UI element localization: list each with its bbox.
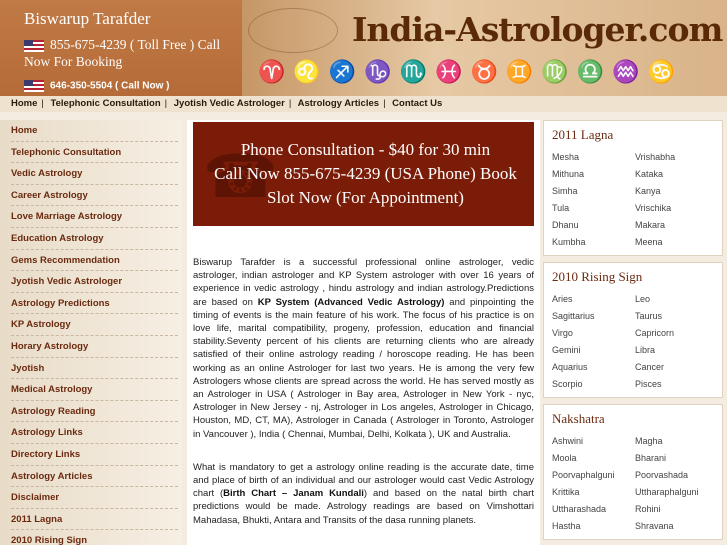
nav-separator: | (164, 98, 168, 109)
list-item[interactable]: Simha (552, 186, 578, 196)
list-item[interactable]: Ashwini (552, 436, 584, 446)
topnav-astrology-articles[interactable]: Astrology Articles (297, 98, 380, 109)
tollfree-phone[interactable] (24, 36, 234, 70)
rising-sign-title: 2010 Rising Sign (552, 269, 643, 284)
list-item[interactable]: Dhanu (552, 220, 579, 230)
list-item[interactable]: Taurus (635, 311, 663, 321)
lagna-title: 2011 Lagna (552, 127, 614, 142)
list-item[interactable]: Moola (552, 453, 577, 463)
contact-panel (0, 0, 242, 96)
nav-separator: | (41, 98, 44, 109)
sidebar-item-jyotish-vedic-astrologer[interactable]: Jyotish Vedic Astrologer (11, 271, 178, 293)
list-item[interactable]: Shravana (635, 521, 674, 531)
kp-system-bold: KP System (Advanced Vedic Astrology) (257, 296, 445, 308)
list-item[interactable]: Tula (552, 203, 570, 213)
list-item[interactable]: Vrishabha (635, 152, 676, 162)
banner-line-3: Slot Now (For Appointment) (267, 188, 464, 207)
capricorn-icon: ♑ (364, 59, 392, 84)
site-logo[interactable]: India-Astrologer.com (352, 10, 723, 49)
scorpio-icon: ♏ (399, 59, 428, 84)
list-item[interactable]: Libra (635, 345, 656, 355)
sidebar-item-horary-astrology[interactable]: Horary Astrology (11, 336, 178, 358)
rising-sign-list (552, 291, 714, 393)
sidebar-item-kp-astrology[interactable]: KP Astrology (11, 314, 178, 336)
astrology-wheel-icon (248, 8, 338, 53)
libra-icon: ♎ (576, 59, 605, 84)
aries-icon: ♈ (258, 59, 286, 84)
list-item[interactable]: Krittika (552, 487, 580, 497)
phone-consultation-banner[interactable] (193, 122, 534, 226)
list-item[interactable]: Aquarius (552, 362, 588, 372)
list-item[interactable]: Uttharaphalguni (635, 487, 699, 497)
nakshatra-title: Nakshatra (552, 411, 605, 426)
list-item[interactable]: Uttharashada (552, 504, 607, 514)
sidebar-item-vedic-astrology[interactable]: Vedic Astrology (11, 163, 178, 185)
sidebar-item-gems-recommendation[interactable]: Gems Recommendation (11, 250, 178, 272)
topnav-home[interactable]: Home (11, 98, 38, 109)
list-item[interactable]: Poorvaphalguni (552, 470, 615, 480)
sidebar-item-astrology-articles[interactable]: Astrology Articles (11, 466, 178, 488)
header (0, 0, 727, 112)
list-item[interactable]: Mesha (552, 152, 580, 162)
list-item[interactable]: Bharani (635, 453, 667, 463)
birth-chart-bold: Birth Chart – Janam Kundali (223, 488, 364, 500)
us-flag-icon (24, 40, 44, 52)
lagna-list (552, 149, 714, 251)
requirements-text-b: ) and based on the natal birth chart predictions would be made. Astrology readings are based on Vimshottari Mahadasa, Bhukti, Antara and Transits of the dasa running planets. (193, 488, 534, 526)
list-item[interactable]: Rohini (635, 504, 661, 514)
topnav-telephonic-consultation[interactable]: Telephonic Consultation (50, 98, 161, 109)
article-body (193, 256, 534, 545)
topnav-contact-us[interactable]: Contact Us (392, 98, 443, 109)
list-item[interactable]: Sagittarius (552, 311, 595, 321)
right-sidebar (543, 120, 723, 545)
intro-paragraph (193, 256, 534, 441)
list-item[interactable]: Scorpio (552, 379, 583, 389)
pisces-icon: ♓ (435, 59, 463, 84)
sagittarius-icon: ♐ (328, 59, 357, 84)
list-item[interactable]: Hastha (552, 521, 581, 531)
taurus-icon: ♉ (470, 59, 498, 84)
usa-phone[interactable] (24, 80, 170, 92)
sidebar-item-medical-astrology[interactable]: Medical Astrology (11, 379, 178, 401)
list-item[interactable]: Kanya (635, 186, 661, 196)
sidebar-item-astrology-links[interactable]: Astrology Links (11, 422, 178, 444)
zodiac-strip (258, 56, 727, 88)
topnav-jyotish-vedic-astrologer[interactable]: Jyotish Vedic Astrologer (173, 98, 285, 109)
list-item[interactable]: Cancer (635, 362, 665, 372)
list-item[interactable]: Vrischika (635, 203, 672, 213)
intro-text-b: and pinpointing the timing of events is the main feature of his work. The focus of his practice is on love life, marital compatibility, progeny, profession, education and financial stability.Seventy percent of his clients are returning clients who are already satisfied of their online astrology reading / horoscope reading. He has been working as an online Astrologer for last two years. He is among the very few Astrologers whose clients are spread across the world. He has served mostly as an Astrologer in USA ( Astrologer in Bay area, Astrologer in New York - nyc, Astrologer in New Jersey - nj, Astrologer in Los angeles, Astrologer in Chicago, Houston, MD, CT, MA), Astrologer in Canada ( Astrologer in Toronto, Astrologer in Vancouver ), India ( Chennai, Mumbai, Delhi, Kolkata ), UK and Australia. (193, 296, 534, 440)
rising-sign-box (543, 262, 723, 398)
sidebar-item-home[interactable]: Home (11, 120, 178, 142)
requirements-text-a: What is mandatory to get a astrology online reading is the accurate date, time and place of birth of an individual and our astrologer would cast Vedic Astrology chart ( (193, 461, 534, 500)
list-item[interactable]: Meena (635, 237, 663, 247)
us-flag-icon (24, 80, 44, 92)
sidebar-item-education-astrology[interactable]: Education Astrology (11, 228, 178, 250)
sidebar-item-directory-links[interactable]: Directory Links (11, 444, 178, 466)
astrologer-name: Biswarup Tarafder (24, 9, 151, 28)
list-item[interactable]: Virgo (552, 328, 573, 338)
nav-separator: | (288, 98, 292, 109)
tollfree-phone-text: 855-675-4239 ( Toll Free ) Call Now For Booking (24, 37, 221, 69)
list-item[interactable]: Poorvashada (635, 470, 689, 480)
nav-separator: | (383, 98, 386, 109)
list-item[interactable]: Magha (635, 436, 663, 446)
sidebar-item-astrology-predictions[interactable]: Astrology Predictions (11, 293, 178, 315)
sidebar-item-love-marriage-astrology[interactable]: Love Marriage Astrology (11, 206, 178, 228)
cancer-icon: ♋ (647, 59, 675, 84)
list-item[interactable]: Kataka (635, 169, 664, 179)
list-item[interactable]: Makara (635, 220, 666, 230)
virgo-icon: ♍ (541, 59, 569, 84)
leo-icon: ♌ (293, 59, 321, 84)
sidebar-item-jyotish[interactable]: Jyotish (11, 358, 178, 380)
main-content (187, 120, 540, 545)
requirements-paragraph (193, 461, 534, 527)
sidebar-item-2010-rising-sign[interactable]: 2010 Rising Sign (11, 530, 178, 545)
list-item[interactable]: Mithuna (552, 169, 585, 179)
sidebar-item-astrology-reading[interactable]: Astrology Reading (11, 401, 178, 423)
banner-line-2: Call Now 855-675-4239 (USA Phone) Book (214, 164, 517, 183)
list-item[interactable]: Aries (552, 294, 573, 304)
usa-phone-text: 646-350-5504 ( Call Now ) (50, 80, 170, 92)
left-sidebar (0, 120, 182, 545)
nakshatra-list (552, 433, 714, 535)
banner-line-1: Phone Consultation - $40 for 30 min (240, 140, 491, 159)
aquarius-icon: ♒ (612, 59, 640, 84)
sidebar-item-career-astrology[interactable]: Career Astrology (11, 185, 178, 207)
sidebar-item-2011-lagna[interactable]: 2011 Lagna (11, 509, 178, 531)
top-navigation (0, 96, 727, 112)
list-item[interactable]: Pisces (635, 379, 662, 389)
list-item[interactable]: Kumbha (552, 237, 586, 247)
list-item[interactable]: Leo (635, 294, 651, 304)
lagna-box (543, 120, 723, 256)
intro-text-a: Biswarup Tarafder is a successful professional online astrologer, vedic astrologer, indian astrologer and KP System astrologer with over 16 years of experience in vedic astrology , hindu astrology and indian astrology.Predictions are based on (193, 257, 534, 308)
telephone-icon: ☎ (203, 143, 278, 210)
list-item[interactable]: Gemini (552, 345, 581, 355)
sidebar-item-disclaimer[interactable]: Disclaimer (11, 487, 178, 509)
sidebar-item-telephonic-consultation[interactable]: Telephonic Consultation (11, 142, 178, 164)
nakshatra-box (543, 404, 723, 540)
gemini-icon: ♊ (505, 59, 534, 84)
list-item[interactable]: Capricorn (635, 328, 675, 338)
